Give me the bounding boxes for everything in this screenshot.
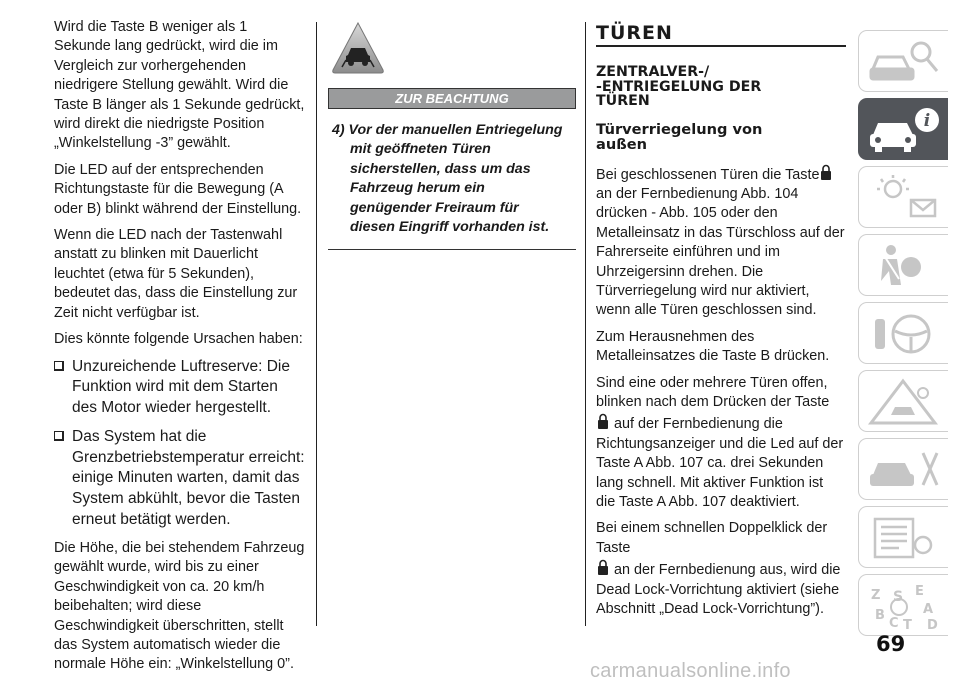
note-title-bar: ZUR BEACHTUNG xyxy=(328,88,576,109)
svg-text:E: E xyxy=(915,584,924,599)
subsection-title: ZENTRALVER-/ -ENTRIEGELUNG DER TÜREN xyxy=(596,64,762,109)
lock-icon xyxy=(820,163,832,181)
alphabet-index-icon xyxy=(867,581,943,633)
svg-text:Z: Z xyxy=(871,588,881,603)
tab-car-search[interactable] xyxy=(858,30,948,92)
car-tools-icon xyxy=(867,445,943,495)
tab-maintenance[interactable] xyxy=(858,438,948,500)
page-number: 69 xyxy=(876,632,906,656)
svg-text:C: C xyxy=(889,616,899,631)
tab-technical-data[interactable] xyxy=(858,506,948,568)
tab-safety[interactable] xyxy=(858,234,948,296)
tab-emergency[interactable] xyxy=(858,370,948,432)
note-box xyxy=(328,109,576,250)
paragraph: Die LED auf der entsprechenden Richtungstaste für die Bewegung (A oder B) blinkt während der Einstellung. xyxy=(54,161,302,217)
topic-heading: Türverriegelung von außen xyxy=(596,120,763,153)
column-divider-right xyxy=(585,22,586,626)
watermark: carmanualsonline.info xyxy=(590,660,791,682)
lock-icon xyxy=(597,412,609,430)
lock-icon xyxy=(597,558,609,576)
checklist-gear-icon xyxy=(867,513,943,563)
left-column xyxy=(54,18,306,682)
tab-starting-driving[interactable] xyxy=(858,302,948,364)
note-text: 4) Vor der manuellen Entriegelung mit geöffneten Türen sicherstellen, dass um das Fahrzeug herum ein genügender Freiraum für diesen Eingriff vorhanden ist. xyxy=(332,122,563,236)
paragraph: Zum Herausnehmen des Metalleinsatzes die Taste B drücken. xyxy=(596,328,830,365)
svg-text:D: D xyxy=(927,618,938,633)
tab-lights-messages[interactable] xyxy=(858,166,948,228)
car-search-icon xyxy=(867,37,943,87)
right-column xyxy=(596,18,846,626)
tab-index[interactable] xyxy=(858,574,948,636)
paragraph: Sind eine oder mehrere Türen offen, blinken nach dem Drücken der Taste auf der Fernbedienung die Richtungsanzeiger und die Led auf der Taste A Abb. 107 ca. drei Sekunden lang schnell. Mit aktiver Funktion ist die Taste A Abb. 107 deaktiviert. xyxy=(596,374,844,510)
paragraph: Wird die Taste B weniger als 1 Sekunde lang gedrückt, wird die im Vergleich zur vorhergehenden niedrigere Stellung gewählt. Wird die Taste B länger als 1 Sekunde gedrückt, wird direkt die niedrigste Position „Winkelstellung -3” gewählt. xyxy=(54,19,305,152)
paragraph: Wenn die LED nach der Tastenwahl anstatt zu blinken mit Dauerlicht leuchtet (etwa für 5 Sekunden), bedeutet das, dass die Einstellung zur Zeit nicht verfügbar ist. xyxy=(54,227,298,321)
tab-car-info[interactable] xyxy=(858,98,948,160)
bullet-text: Unzureichende Luftreserve: Die Funktion wird mit dem Starten des Motor wieder hergestellt. xyxy=(72,357,290,417)
bullet-item xyxy=(54,357,306,419)
section-title: TÜREN xyxy=(596,18,846,47)
svg-text:S: S xyxy=(893,589,904,605)
svg-text:i: i xyxy=(923,111,931,131)
paragraph: Bei einem schnellen Doppelklick der Taste an der Fernbedienung aus, wird die Dead Lock-Vorrichtung aktiviert (siehe Abschnitt „Dead Lock-Vorrichtung”). xyxy=(596,520,841,618)
checkbox-bullet-icon xyxy=(54,361,64,371)
paragraph: Dies könnte folgende Ursachen haben: xyxy=(54,331,303,348)
seatbelt-airbag-icon xyxy=(867,241,943,291)
car-info-icon xyxy=(867,105,943,155)
svg-text:B: B xyxy=(875,608,885,623)
bullet-item xyxy=(54,427,306,531)
column-divider-left xyxy=(316,22,317,626)
warning-triangle-icon xyxy=(867,377,943,427)
middle-column xyxy=(328,20,576,250)
warning-car-icon xyxy=(330,20,576,82)
steering-wheel-icon xyxy=(867,309,943,359)
light-message-icon xyxy=(867,173,943,223)
paragraph: Die Höhe, die bei stehendem Fahrzeug gewählt wurde, wird bis zu einer Geschwindigkeit von ca. 20 km/h beibehalten; wird diese Geschwindigkeit überschritten, stellt das System automatisch wieder die normale Höhe ein: „Winkelstellung 0”. xyxy=(54,539,305,673)
bullet-text: Das System hat die Grenzbetriebstemperatur erreicht: einige Minuten warten, damit das System abkühlt, bevor die Tasten erneut betätigt werden. xyxy=(72,427,305,529)
svg-text:T: T xyxy=(903,618,912,633)
svg-text:A: A xyxy=(923,602,934,617)
paragraph: Bei geschlossenen Türen die Tastean der Fernbedienung Abb. 104 drücken - Abb. 105 oder den Metalleinsatz in das Türschloss auf der Fahrerseite einführen und im Uhrzeigersinn drehen. Die Türverriegelung wird nur aktiviert, wenn alle Türen geschlossen sind. xyxy=(596,163,846,321)
checkbox-bullet-icon xyxy=(54,431,64,441)
